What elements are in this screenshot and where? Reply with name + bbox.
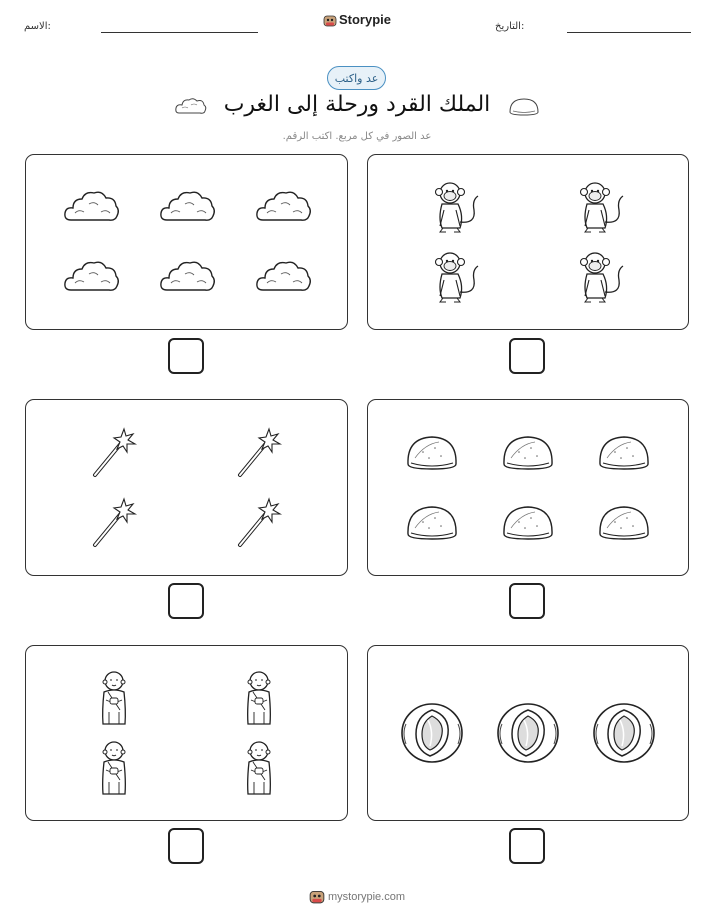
answer-box-staffs[interactable] [168, 583, 204, 619]
cloud-icon [159, 258, 215, 296]
peach-icon [400, 702, 464, 764]
monk-icon [243, 740, 275, 796]
count-panel-monks [25, 645, 348, 821]
count-panel-staffs [25, 399, 348, 576]
monkey-icon [575, 180, 627, 234]
instructions: عد الصور في كل مربع. اكتب الرقم. [282, 131, 432, 142]
answer-box-peach-buns[interactable] [509, 583, 545, 619]
brand-name: Storypie [338, 12, 391, 27]
cloud-icon [159, 188, 215, 226]
peach-bun-icon [501, 434, 555, 472]
activity-badge: عد واكتب [327, 66, 386, 90]
magic-staff-icon [91, 497, 137, 549]
monkey-icon [430, 250, 482, 304]
magic-staff-icon [91, 427, 137, 479]
monk-icon [98, 670, 130, 726]
count-panel-peach-buns [367, 399, 689, 576]
cloud-icon [255, 258, 311, 296]
answer-box-peaches[interactable] [509, 828, 545, 864]
cloud-icon [255, 188, 311, 226]
count-panel-monkeys [367, 154, 689, 330]
answer-box-clouds[interactable] [168, 338, 204, 374]
peach-bun-icon [405, 434, 459, 472]
cloud-icon [63, 258, 119, 296]
peach-bun-icon [405, 504, 459, 542]
peach-bun-icon [597, 434, 651, 472]
name-label: الاسم: [24, 21, 51, 32]
magic-staff-icon [236, 497, 282, 549]
answer-box-monks[interactable] [168, 828, 204, 864]
page-title: الملك القرد ورحلة إلى الغرب [223, 92, 491, 117]
date-label: التاريخ: [495, 21, 525, 32]
peach-bun-icon [501, 504, 555, 542]
peach-bun-icon [597, 504, 651, 542]
monk-icon [98, 740, 130, 796]
date-write-line[interactable] [567, 32, 691, 33]
footer-logo-icon [309, 888, 325, 904]
monkey-icon [430, 180, 482, 234]
monkey-icon [575, 250, 627, 304]
answer-box-monkeys[interactable] [509, 338, 545, 374]
peach-icon [592, 702, 656, 764]
title-peach-bun-icon [508, 97, 540, 117]
brand-header [0, 12, 714, 27]
cloud-icon [63, 188, 119, 226]
footer [0, 888, 714, 904]
magic-staff-icon [236, 427, 282, 479]
storypie-logo-icon [323, 13, 337, 27]
footer-url: mystorypie.com [327, 891, 406, 903]
peach-icon [496, 702, 560, 764]
name-write-line[interactable] [101, 32, 258, 33]
count-panel-clouds [25, 154, 348, 330]
monk-icon [243, 670, 275, 726]
